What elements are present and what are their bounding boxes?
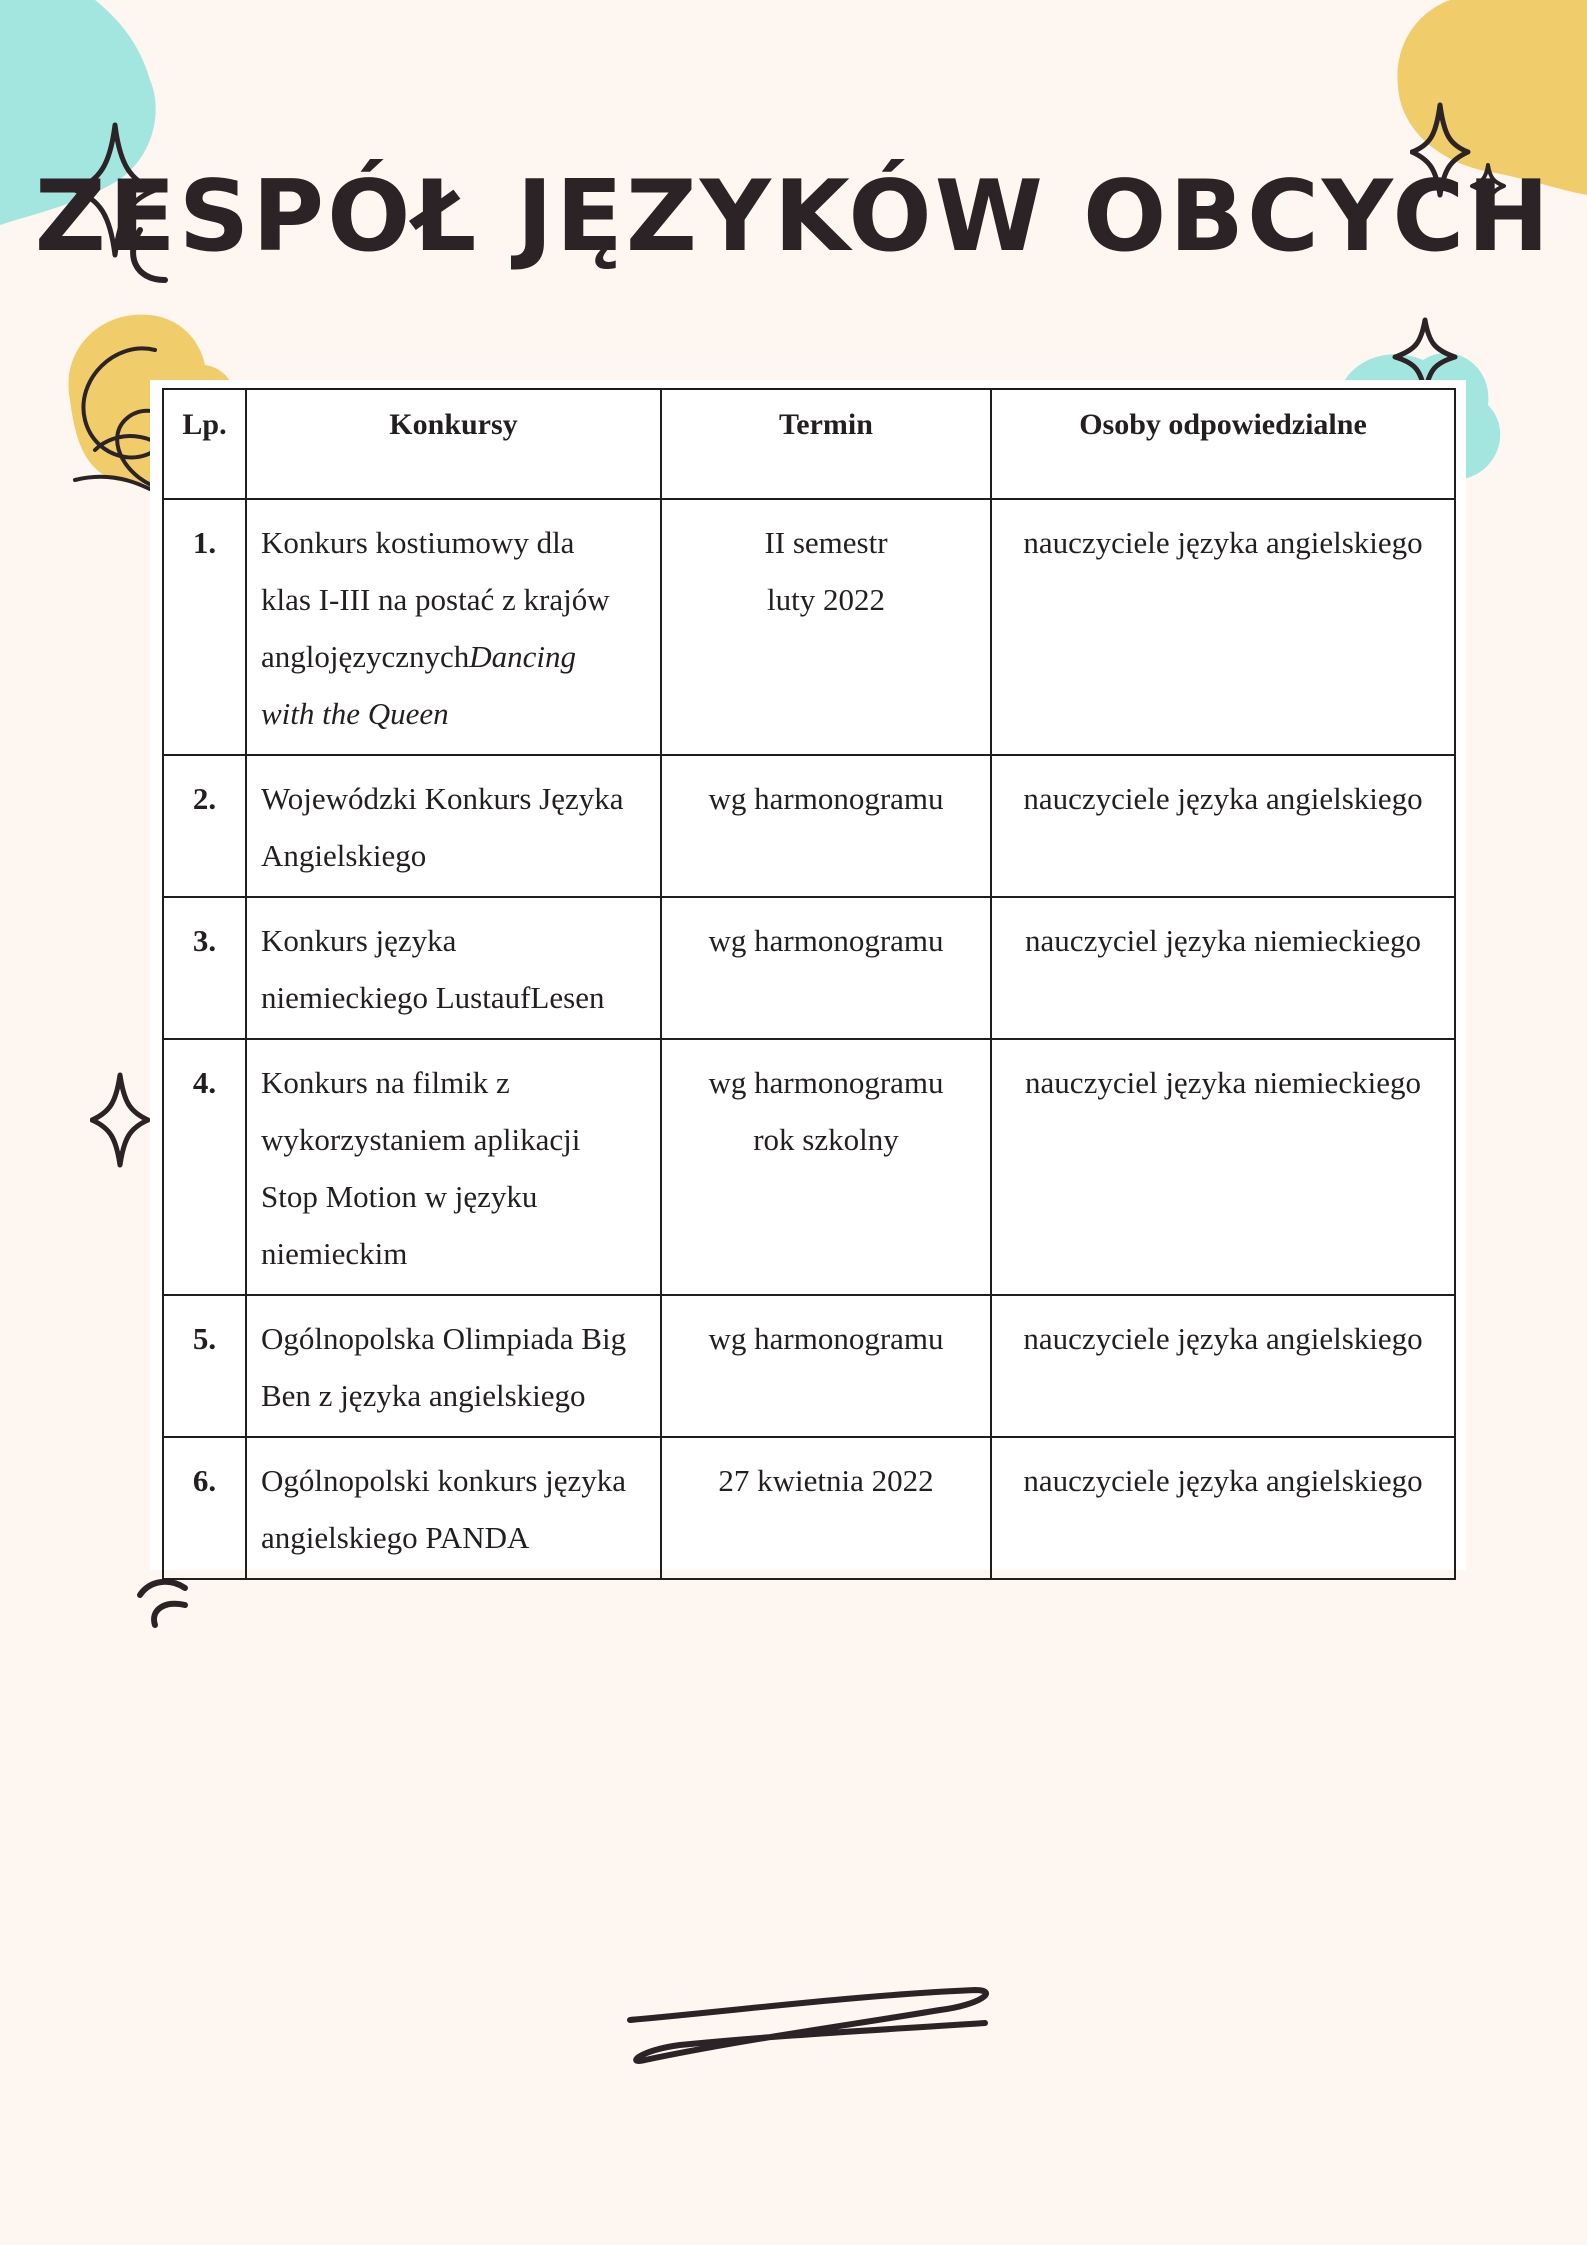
competition-date: wg harmonogramu — [661, 755, 991, 897]
competition-name: Wojewódzki Konkurs Języka Angielskiego — [246, 755, 661, 897]
pen-stroke-icon — [620, 1975, 1000, 2065]
competition-date: wg harmonogramu — [661, 1295, 991, 1437]
competition-name: Konkurs na filmik z wykorzystaniem aplikacji Stop Motion w języku niemieckim — [246, 1039, 661, 1295]
table-row — [163, 1295, 1455, 1437]
row-number: 6. — [163, 1437, 246, 1579]
row-number: 5. — [163, 1295, 246, 1437]
competition-name: Ogólnopolski konkurs języka angielskiego PANDA — [246, 1437, 661, 1579]
responsible-persons: nauczyciele języka angielskiego — [991, 755, 1455, 897]
header-osoby: Osoby odpowiedzialne — [991, 389, 1455, 499]
competition-date: II semestr luty 2022 — [661, 499, 991, 755]
table-header-row — [163, 389, 1455, 499]
competition-date: wg harmonogramu — [661, 897, 991, 1039]
header-termin: Termin — [661, 389, 991, 499]
responsible-persons: nauczyciele języka angielskiego — [991, 499, 1455, 755]
responsible-persons: nauczyciele języka angielskiego — [991, 1437, 1455, 1579]
row-number: 4. — [163, 1039, 246, 1295]
table-row — [163, 1039, 1455, 1295]
header-lp: Lp. — [163, 389, 246, 499]
competition-date: wg harmonogramu rok szkolny — [661, 1039, 991, 1295]
competition-name: Konkurs kostiumowy dla klas I-III na postać z krajów anglojęzycznychDancing with the Queen — [246, 499, 661, 755]
row-number: 1. — [163, 499, 246, 755]
competition-name: Ogólnopolska Olimpiada Big Ben z języka angielskiego — [246, 1295, 661, 1437]
row-number: 3. — [163, 897, 246, 1039]
competitions-table-panel — [150, 380, 1466, 1570]
row-number: 2. — [163, 755, 246, 897]
header-konkursy: Konkursy — [246, 389, 661, 499]
table-row — [163, 499, 1455, 755]
competition-name: Konkurs języka niemieckiego LustaufLesen — [246, 897, 661, 1039]
competitions-table — [162, 388, 1456, 1580]
table-row — [163, 755, 1455, 897]
responsible-persons: nauczyciel języka niemieckiego — [991, 897, 1455, 1039]
responsible-persons: nauczyciel języka niemieckiego — [991, 1039, 1455, 1295]
responsible-persons: nauczyciele języka angielskiego — [991, 1295, 1455, 1437]
competition-date: 27 kwietnia 2022 — [661, 1437, 991, 1579]
page-title: ZESPÓŁ JĘZYKÓW OBCYCH — [34, 160, 1553, 274]
table-row — [163, 897, 1455, 1039]
table-row — [163, 1437, 1455, 1579]
